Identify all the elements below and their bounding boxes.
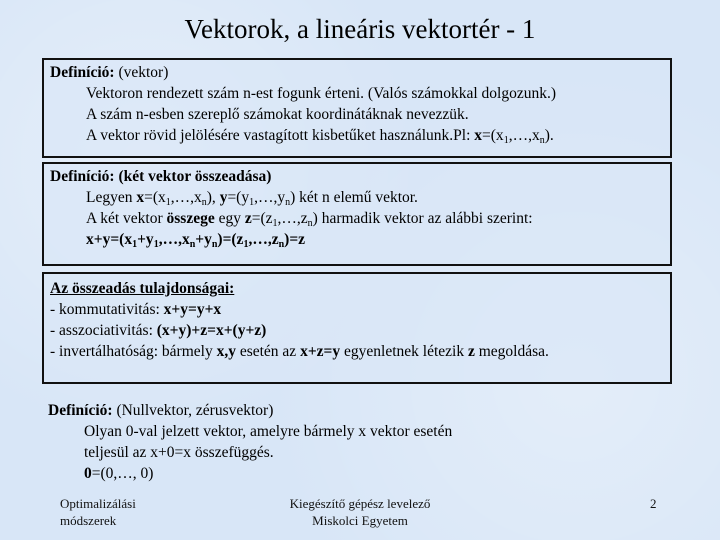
text-line: A két vektor összege egy $z=(z_1,\dots,z_n)$ harmadik vektor az alábbi szerint: [86,210,533,229]
definition-label: Definíció: [50,64,115,81]
slide-title: Vektorok, a lineáris vektortér - 1 [184,14,536,44]
page-number: 2 [650,496,657,511]
text-line: Legyen $x=(x_1,\dots,x_n)$, $y=(y_1,\dots,y_n)$ két n elemű vektor. [86,189,418,208]
definition-heading [50,62,670,83]
list-item: - asszociativitás: (x+y)+z=x+(y+z) [50,322,267,339]
footer-course: Optimalizálási módszerek [60,496,136,528]
definition-heading [48,400,452,421]
text-line: A szám n-esben szereplő számokat koordinátáknak nevezzük. [86,106,469,123]
text-line: $x+y=(x_1+y_1,\dots,x_n+y_n)=(z_1,\dots,z_n)=z$ [86,231,306,250]
definition-vector-box [42,58,672,158]
footer-program: Kiegészítő gépész levelező Miskolci Egyetem [289,496,431,528]
definition-label: Definíció: [50,168,115,185]
list-item: - kommutativitás: x+y=y+x [50,301,222,318]
definition-label: Definíció: [48,402,113,419]
definition-term: (két vektor összeadása) [118,168,272,185]
definition-term: (Nullvektor, zérusvektor) [116,402,274,419]
list-item: - invertálhatóság: bármely x,y esetén az x+z=y egyenletnek létezik z megoldása. [50,343,549,360]
text-line: Vektoron rendezett szám n-est fogunk érteni. (Valós számokkal dolgozunk.) [86,85,557,102]
definition-nullvector [48,400,452,484]
properties-box [42,272,672,384]
text-line: 0=(0,…, 0) [84,465,154,482]
definition-addition-box [42,162,672,266]
definition-heading [50,166,670,187]
properties-heading: Az összeadás tulajdonságai: [50,280,235,297]
text-line: teljesül az x+0=x összefüggés. [84,444,274,461]
text-line: A vektor rövid jelölésére vastagított kisbetűket használunk.Pl: $x=(x_1,\dots,x_n)$. [86,127,554,146]
text-line: Olyan 0-val jelzett vektor, amelyre bármely x vektor esetén [84,423,453,440]
definition-term: (vektor) [118,64,169,81]
